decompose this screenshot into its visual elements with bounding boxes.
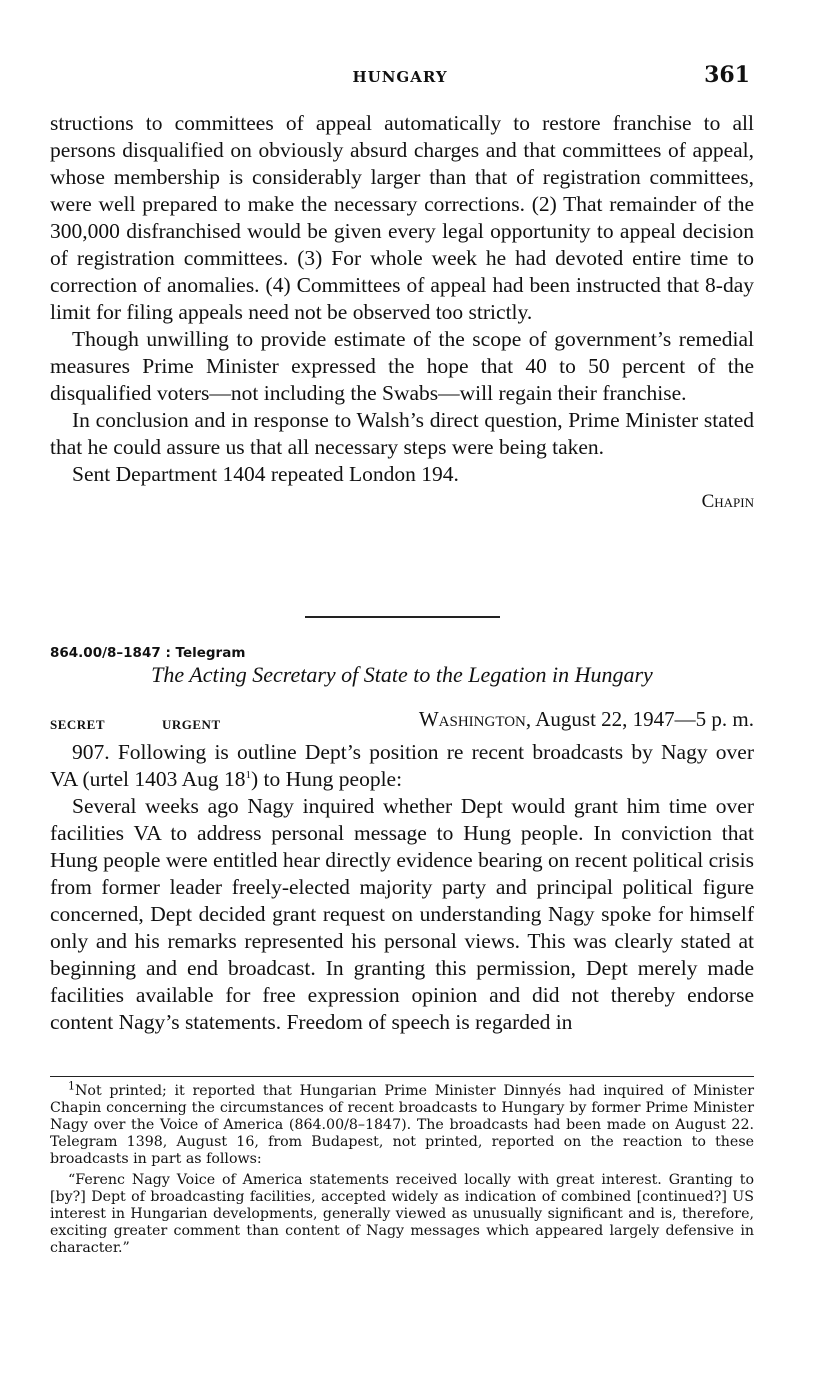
signature: Chapin <box>701 491 754 512</box>
continuation-text <box>50 110 754 515</box>
section-divider <box>305 616 500 618</box>
place-date <box>419 707 754 732</box>
telegram-paragraph-1 <box>50 739 754 793</box>
continuation-paragraph-2: Though unwilling to provide estimate of the scope of government’s remedial measures Prime Minister expressed the hope that 40 to 50 percent of the disqualified voters—not including the Swabs—will regain their franchise. <box>50 327 754 405</box>
footnote-marker: 1 <box>68 1079 75 1093</box>
continuation-paragraph-4: Sent Department 1404 repeated London 194. <box>72 462 459 486</box>
footnote-1 <box>50 1079 754 1168</box>
date: August 22, 1947—5 p. m. <box>535 707 754 731</box>
file-number: 864.00/8–1847 : Telegram <box>50 645 246 661</box>
continuation-paragraph-3: In conclusion and in response to Walsh’s direct question, Prime Minister stated that he could assure us that all necessary steps were being taken. <box>50 408 754 459</box>
telegram-paragraph-1-end: ) to Hung people: <box>251 767 403 791</box>
page-number: 361 <box>704 62 750 88</box>
continuation-paragraph-1: structions to committees of appeal automatically to restore franchise to all persons disqualified on obviously absurd charges and that committees of appeal, whose membership is considerably larger than that of registration committees, were well prepared to make the necessary corrections. (2) That remainder of the 300,000 disfranchised would be given every legal opportunity to appeal decision of registration committees. (3) For whole week he had devoted entire time to correction of anomalies. (4) Committees of appeal had been instructed that 8-day limit for filing appeals need not be observed too strictly. <box>50 111 754 324</box>
footnotes <box>50 1076 754 1261</box>
telegram-paragraph-1-start: 907. Following is outline Dept’s position re recent broadcasts by Nagy over VA (urtel 1403 Aug 18 <box>50 740 754 791</box>
footnote-quote: “Ferenc Nagy Voice of America statements received locally with great interest. Granting to [by?] Dept of broadcasting facilities, accepted widely as indication of combined [continued?] US interest in Hungarian developments, generally viewed as unusually significant and is, therefore, exciting greater comment than content of Nagy messages which appeared largely defensive in character.” <box>50 1172 754 1256</box>
priority-label: URGENT <box>162 717 221 732</box>
document-title: The Acting Secretary of State to the Legation in Hungary <box>151 662 653 687</box>
footnote-reference[interactable]: 1 <box>245 768 251 781</box>
telegram-body <box>50 739 754 1036</box>
footnote-1-text: Not printed; it reported that Hungarian Prime Minister Dinnyés had inquired of Minister Chapin concerning the circumstances of recent broadcasts to Hungary by former Prime Minister Nagy over the Voice of America (864.00/8–1847). The broadcasts had been made on August 22. Telegram 1398, August 16, from Budapest, not printed, reported on the reaction to these broadcasts in part as follows: <box>50 1083 754 1167</box>
page-header <box>50 62 750 92</box>
running-head: HUNGARY <box>352 68 448 86</box>
dateline <box>50 707 754 735</box>
place: Washington, <box>418 707 532 731</box>
telegram-paragraph-2: Several weeks ago Nagy inquired whether Dept would grant him time over facilities VA to address personal message to Hung people. In conviction that Hung people were entitled hear directly evidence bearing on recent political crisis from former leader freely-elected majority party and principal political figure concerned, Dept decided grant request on understanding Nagy spoke for himself only and his remarks represented his personal views. This was clearly stated at beginning and end broadcast. In granting this permission, Dept merely made facilities available for free expression opinion and did not thereby endorse content Nagy’s statements. Freedom of speech is regarded in <box>50 794 754 1034</box>
classification-label: SECRET <box>50 717 106 732</box>
